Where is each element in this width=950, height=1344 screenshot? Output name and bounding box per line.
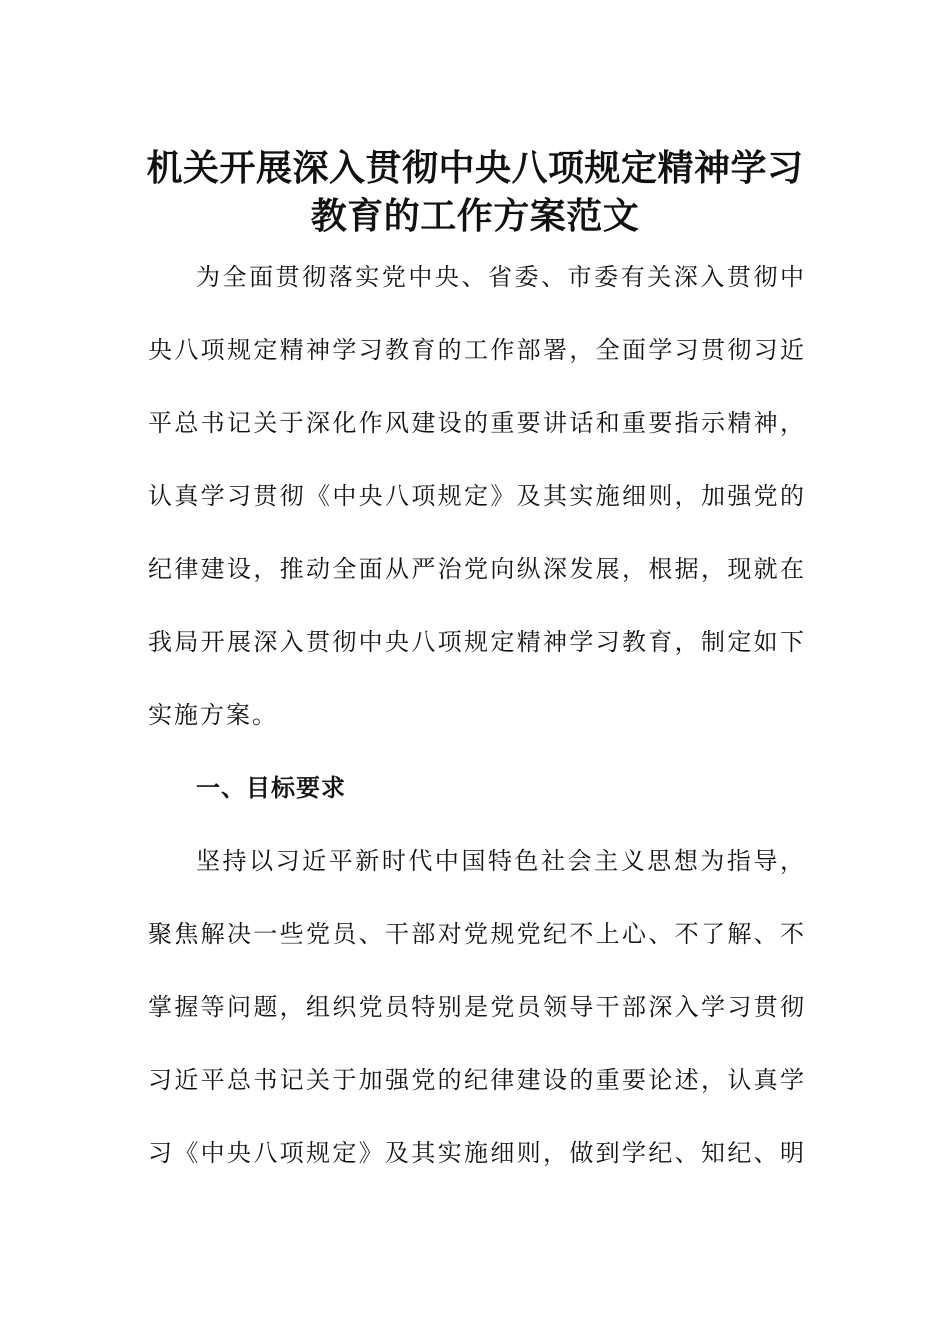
document-title-line-2: 教育的工作方案范文	[310, 195, 640, 237]
paragraph-1-line-6: 我局开展深入贯彻中央八项规定精神学习教育，制定如下	[148, 628, 804, 656]
paragraph-1-line-3: 平总书记关于深化作风建设的重要讲话和重要指示精神，	[148, 409, 804, 437]
paragraph-1-line-4: 认真学习贯彻《中央八项规定》及其实施细则，加强党的	[148, 482, 804, 510]
section-1-heading: 一、目标要求	[196, 774, 346, 802]
document-title-line-1: 机关开展深入贯彻中央八项规定精神学习	[146, 147, 804, 189]
section-1-line-1: 坚持以习近平新时代中国特色社会主义思想为指导，	[196, 847, 804, 875]
paragraph-1-line-1: 为全面贯彻落实党中央、省委、市委有关深入贯彻中	[196, 263, 804, 291]
paragraph-1-line-7: 实施方案。	[148, 701, 278, 729]
section-1-line-4: 习近平总书记关于加强党的纪律建设的重要论述，认真学	[148, 1066, 804, 1094]
section-1-line-2: 聚焦解决一些党员、干部对党规党纪不上心、不了解、不	[148, 920, 804, 948]
section-1-line-3: 掌握等问题，组织党员特别是党员领导干部深入学习贯彻	[148, 993, 804, 1021]
paragraph-1-line-2: 央八项规定精神学习教育的工作部署，全面学习贯彻习近	[148, 336, 804, 364]
paragraph-1-line-5: 纪律建设，推动全面从严治党向纵深发展，根据，现就在	[148, 555, 804, 583]
section-1-line-5: 习《中央八项规定》及其实施细则，做到学纪、知纪、明	[148, 1139, 804, 1167]
